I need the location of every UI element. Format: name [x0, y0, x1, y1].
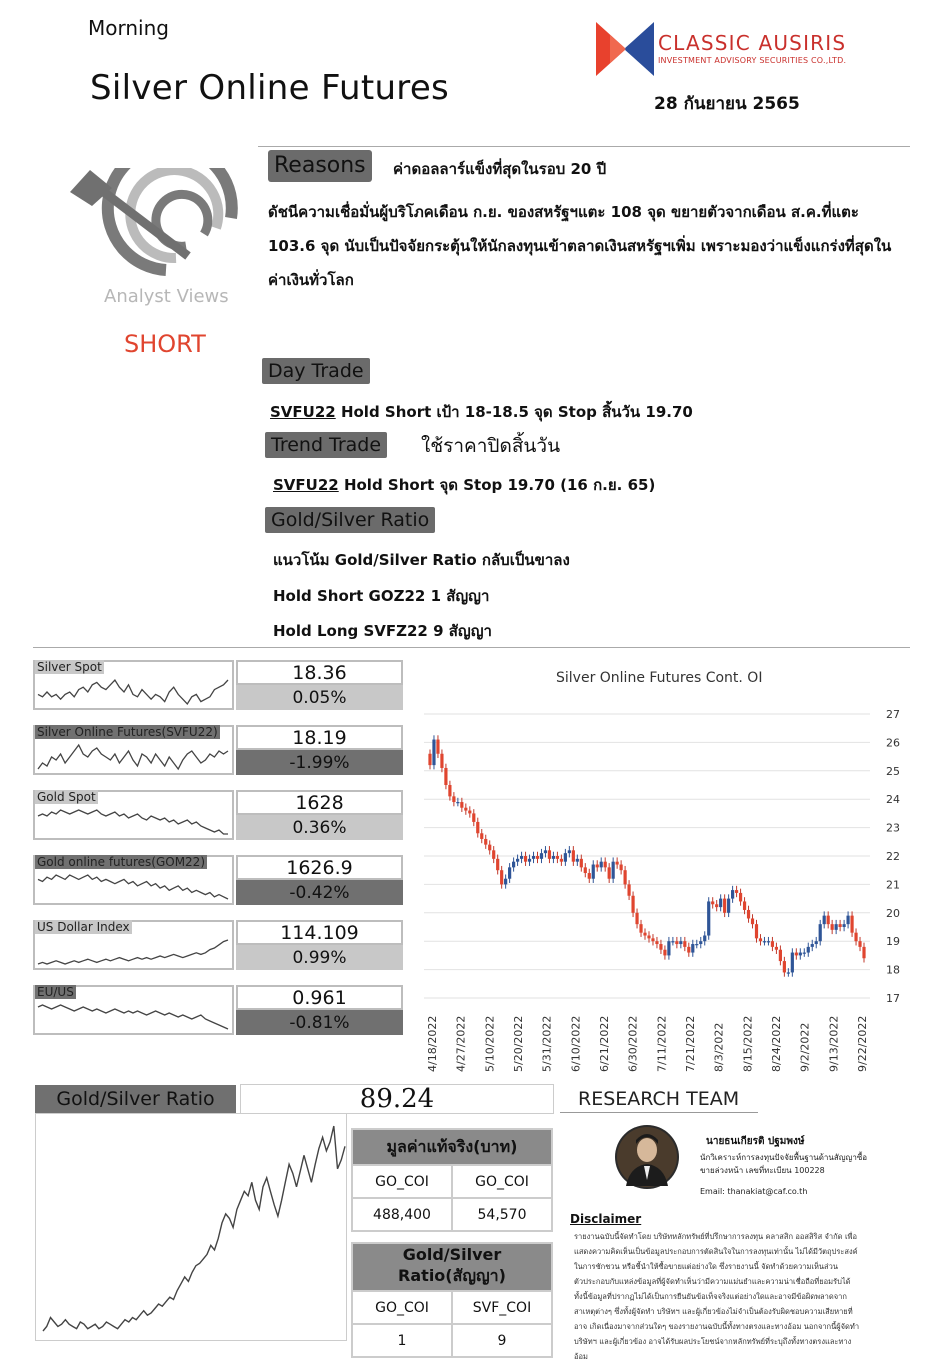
- candle: [480, 833, 483, 839]
- trend-trade-symbol: SVFU22: [273, 476, 339, 494]
- candle: [488, 845, 491, 851]
- candle: [651, 938, 654, 941]
- trend-trade-text: Hold Short จุด Stop 19.70 (16 ก.ย. 65): [338, 476, 656, 494]
- market-label: Silver Online Futures(SVFU22): [37, 725, 218, 739]
- market-label: Gold Spot: [37, 790, 96, 804]
- market-change: 0.05%: [236, 685, 403, 710]
- fair-value-col-2: GO_COI: [452, 1165, 552, 1198]
- candle: [472, 813, 475, 822]
- candle: [612, 862, 615, 879]
- y-tick-label: 20: [886, 906, 900, 920]
- sparkline-path: [38, 745, 228, 769]
- divider: [33, 647, 910, 648]
- candle: [460, 802, 463, 808]
- disclaimer-title: Disclaimer: [570, 1212, 642, 1226]
- candle: [747, 910, 750, 919]
- candle: [779, 950, 782, 961]
- candle: [743, 901, 746, 910]
- contract-ratio-col-1: GO_COI: [352, 1291, 452, 1324]
- candle: [540, 853, 543, 859]
- candle: [691, 944, 694, 953]
- candle: [484, 839, 487, 845]
- candle: [803, 953, 806, 954]
- candle: [456, 802, 459, 803]
- candle: [476, 822, 479, 833]
- candle: [639, 924, 642, 933]
- stance-label: SHORT: [124, 330, 206, 358]
- fair-value-table: [351, 1128, 553, 1232]
- x-tick-label: 9/22/2022: [856, 1015, 869, 1072]
- candle: [500, 870, 503, 884]
- candle: [667, 941, 670, 955]
- candle: [727, 899, 730, 913]
- candle: [811, 944, 814, 947]
- candle: [703, 936, 706, 942]
- y-tick-label: 19: [886, 935, 900, 949]
- candle: [823, 916, 826, 925]
- candle: [755, 924, 758, 938]
- x-tick-label: 4/18/2022: [426, 1015, 439, 1072]
- candle: [528, 859, 531, 862]
- candle: [843, 924, 846, 927]
- contract-ratio-header: Gold/Silver Ratio(สัญญา): [352, 1243, 552, 1291]
- candle: [627, 884, 630, 895]
- gs-ratio-line-1: แนวโน้ม Gold/Silver Ratio กลับเป็นขาลง: [273, 551, 570, 569]
- ratio-sparkline: [35, 1113, 347, 1341]
- report-date: 28 กันยายน 2565: [654, 94, 800, 114]
- candle: [675, 941, 678, 944]
- y-tick-label: 21: [886, 878, 900, 892]
- x-tick-label: 9/2/2022: [798, 1022, 812, 1072]
- sparkline-path: [38, 680, 228, 704]
- sparkline-path: [38, 940, 228, 964]
- candle: [544, 850, 547, 853]
- analyst-email: Email: thanakiat@caf.co.th: [700, 1187, 808, 1196]
- candle: [452, 796, 455, 802]
- candle: [468, 811, 471, 814]
- company-logo-icon: [596, 22, 654, 76]
- x-tick-label: 4/27/2022: [454, 1015, 468, 1072]
- avatar: [614, 1124, 680, 1190]
- candle: [580, 859, 583, 868]
- candle: [655, 941, 658, 944]
- company-name: CLASSIC AUSIRIS: [658, 31, 847, 55]
- candle: [751, 918, 754, 924]
- candle: [711, 901, 714, 904]
- fair-value-col-1: GO_COI: [352, 1165, 452, 1198]
- candle: [508, 867, 511, 878]
- trend-trade-note: ใช้ราคาปิดสิ้นวัน: [421, 435, 561, 457]
- y-tick-label: 22: [886, 850, 900, 863]
- candle: [631, 896, 634, 913]
- candle: [771, 941, 774, 947]
- candle: [835, 924, 838, 930]
- reasons-body: ดัชนีความเชื่อมั่นผู้บริโภคเดือน ก.ย. ของสหรัฐฯแตะ 108 จุด ขยายตัวจากเดือน ส.ค.ที่แตะ 103.6 จุด นับเป็นปัจจัยกระตุ้นให้นักลงทุนเข้าตลาดเงินสหรัฐฯเพิ่ม เพราะมองว่าแข็งแกร่งที่สุดในค่าเงินทั่วโลก: [268, 203, 892, 289]
- sparkline-path: [38, 1005, 228, 1029]
- x-tick-label: 5/31/2022: [540, 1015, 554, 1072]
- candle: [604, 862, 607, 868]
- page-title: Silver Online Futures: [90, 68, 450, 108]
- candle: [715, 904, 718, 907]
- ratio-label: Gold/Silver Ratio: [35, 1085, 236, 1113]
- candle: [763, 941, 766, 942]
- candle: [791, 953, 794, 973]
- candle: [556, 856, 559, 859]
- candle: [532, 856, 535, 859]
- company-subtitle: INVESTMENT ADVISORY SECURITIES CO.,LTD.: [658, 56, 847, 65]
- day-trade-symbol: SVFU22: [270, 403, 336, 421]
- candle: [767, 941, 770, 942]
- candle: [576, 859, 579, 862]
- fair-value-header: มูลค่าแท้จริง(บาท): [352, 1129, 552, 1165]
- divider: [560, 1112, 758, 1113]
- candle: [846, 916, 849, 925]
- market-price: 1626.9: [236, 855, 403, 880]
- candle: [787, 972, 790, 973]
- x-tick-label: 5/20/2022: [512, 1015, 525, 1072]
- candle: [659, 944, 662, 950]
- x-tick-label: 7/11/2022: [655, 1015, 669, 1072]
- market-row: [33, 920, 403, 972]
- candle: [444, 768, 447, 785]
- candle: [850, 916, 853, 933]
- x-tick-label: 8/3/2022: [712, 1022, 726, 1072]
- candle: [608, 867, 611, 878]
- market-label: EU/US: [37, 985, 74, 999]
- analyst-views-label: Analyst Views: [104, 286, 229, 307]
- candle: [695, 944, 698, 945]
- candle: [548, 850, 551, 859]
- x-tick-label: 7/21/2022: [684, 1015, 697, 1072]
- candle: [647, 936, 650, 939]
- candle: [839, 924, 842, 927]
- y-tick-label: 23: [886, 821, 900, 835]
- contract-ratio-table: [351, 1242, 553, 1358]
- reasons-tag: Reasons: [268, 150, 372, 182]
- candle: [719, 899, 722, 908]
- x-tick-label: 9/13/2022: [827, 1015, 841, 1072]
- target-arrow-icon: [66, 168, 242, 280]
- candle: [616, 862, 619, 865]
- x-tick-label: 6/30/2022: [626, 1015, 640, 1072]
- market-change: 0.36%: [236, 815, 403, 840]
- candle: [635, 913, 638, 924]
- y-tick-label: 26: [886, 736, 900, 750]
- fair-value-val-1: 488,400: [352, 1198, 452, 1231]
- candle: [707, 901, 710, 935]
- candle: [448, 785, 451, 796]
- market-change: -0.42%: [236, 880, 403, 905]
- market-row: [33, 790, 403, 842]
- market-change: 0.99%: [236, 945, 403, 970]
- gs-ratio-line-3: Hold Long SVFZ22 9 สัญญา: [273, 622, 492, 640]
- candle: [862, 947, 865, 958]
- contract-ratio-col-2: SVF_COI: [452, 1291, 552, 1324]
- candle: [815, 941, 818, 944]
- candle: [854, 933, 857, 942]
- market-price: 0.961: [236, 985, 403, 1010]
- session-label: Morning: [88, 16, 169, 40]
- candle: [699, 941, 702, 944]
- y-tick-label: 18: [886, 963, 900, 977]
- candle: [512, 862, 515, 868]
- candle: [683, 941, 686, 947]
- day-trade-text: Hold Short เป้า 18-18.5 จุด Stop สิ้นวัน 19.70: [335, 403, 693, 421]
- analyst-role-line: ขายล่วงหน้า เลขที่ทะเบียน 100228: [700, 1166, 825, 1175]
- oi-chart-title: Silver Online Futures Cont. OI: [556, 670, 763, 686]
- trend-trade-line: [273, 473, 655, 497]
- contract-ratio-val-1: 1: [352, 1324, 452, 1357]
- candle: [504, 879, 507, 885]
- candle: [552, 856, 555, 859]
- candle: [536, 856, 539, 859]
- candle: [428, 754, 431, 765]
- analyst-role: [700, 1151, 867, 1198]
- candle: [671, 941, 674, 942]
- candle: [663, 950, 666, 956]
- market-row: [33, 855, 403, 907]
- candle: [624, 870, 627, 884]
- candle: [759, 938, 762, 941]
- candle: [584, 867, 587, 873]
- analyst-name: นายธนเกียรติ ปฐมพงษ์: [706, 1136, 805, 1147]
- market-price: 1628: [236, 790, 403, 815]
- candle: [492, 850, 495, 859]
- research-team-title: RESEARCH TEAM: [578, 1088, 740, 1110]
- oi-candlestick-chart: [418, 700, 918, 1080]
- fair-value-val-2: 54,570: [452, 1198, 552, 1231]
- candle: [807, 947, 810, 953]
- candle: [572, 850, 575, 861]
- market-label: US Dollar Index: [37, 920, 130, 934]
- candle: [643, 933, 646, 936]
- gs-ratio-tag: Gold/Silver Ratio: [265, 507, 435, 533]
- candle: [564, 853, 567, 862]
- market-label: Gold online futures(GOM22): [37, 855, 205, 869]
- candle: [731, 890, 734, 899]
- x-tick-label: 8/24/2022: [770, 1015, 783, 1072]
- candle: [831, 924, 834, 930]
- candle: [679, 941, 682, 944]
- candle: [568, 850, 571, 853]
- x-tick-label: 6/21/2022: [598, 1015, 611, 1072]
- candle: [432, 740, 435, 766]
- market-change: -0.81%: [236, 1010, 403, 1035]
- day-trade-line: [270, 400, 693, 424]
- candle: [620, 865, 623, 871]
- sparkline-path: [38, 810, 228, 834]
- candle: [520, 856, 523, 859]
- market-price: 18.36: [236, 660, 403, 685]
- candle: [560, 859, 563, 862]
- market-label: Silver Spot: [37, 660, 102, 674]
- market-price: 114.109: [236, 920, 403, 945]
- candle: [735, 890, 738, 893]
- candle: [516, 859, 519, 862]
- candle: [819, 924, 822, 941]
- candle: [799, 953, 802, 956]
- disclaimer-text: รายงานฉบับนี้จัดทำโดย บริษัทหลักทรัพย์ที่ปรึกษาการลงทุน คลาสสิก ออสสิริส จำกัด เพื่อแสดงความคิดเห็นเป็นข้อมูลประกอบการตัดสินใจในการลงทุนเท่านั้น ไม่ได้มีวัตถุประสงค์ในการชักชวน หรือชี้นำให้ซื้อขายแต่อย่างใด ซึ่งรายงานนี้ จัดทำด้วยความเห็นส่วนตัวประกอบกับแหล่งข้อมูลที่ผู้จัดทำเห็นว่ามีความแม่นยำและความน่าเชื่อถือที่ยอมรับได้ ทั้งนี้ข้อมูลที่ปรากฏไม่ได้เป็นการยืนยันข้อเท็จจริงแต่อย่างใดและอาจมีข้อผิดพลาดจากสาเหตุต่างๆ ซึ่งทั้งผู้จัดทำ บริษัทฯ และผู้เกี่ยวข้องไม่จำเป็นต้องรับผิดชอบความเสียหายที่อาจ เกิดเนื่องมาจากส่วนใดๆ ของรายงานฉบับนี้ทั้งทางตรงและทางอ้อม นอกจากนี้ผู้จัดทำ บริษัทฯ และผู้เกี่ยวข้อง อาจได้รับผลประโยชน์จากหลักทรัพย์ที่ระบุถึงทั้งทางตรงและทางอ้อม: [574, 1232, 860, 1361]
- candle: [783, 961, 786, 972]
- candle: [739, 893, 742, 902]
- candle: [596, 865, 599, 868]
- x-tick-label: 8/15/2022: [741, 1015, 755, 1072]
- candle: [858, 941, 861, 947]
- candle: [795, 953, 798, 956]
- trend-trade-tag: Trend Trade: [265, 432, 387, 458]
- candle: [436, 740, 439, 754]
- market-row: [33, 985, 403, 1037]
- market-change: -1.99%: [236, 750, 403, 775]
- candle: [496, 859, 499, 870]
- ratio-value: 89.24: [240, 1084, 554, 1114]
- candle: [723, 899, 726, 913]
- candle: [588, 873, 591, 879]
- candle: [687, 947, 690, 953]
- gs-ratio-line-2: Hold Short GOZ22 1 สัญญา: [273, 587, 490, 605]
- day-trade-tag: Day Trade: [262, 358, 370, 384]
- x-tick-label: 5/10/2022: [483, 1015, 497, 1072]
- candle: [592, 865, 595, 879]
- sparkline-path: [38, 875, 228, 899]
- analyst-role-line: นักวิเคราะห์การลงทุนปัจจัยพื้นฐานด้านสัญญาซื้อ: [700, 1153, 868, 1162]
- y-tick-label: 25: [886, 764, 900, 778]
- contract-ratio-val-2: 9: [452, 1324, 552, 1357]
- candle: [775, 947, 778, 950]
- candle: [464, 808, 467, 811]
- market-price: 18.19: [236, 725, 403, 750]
- y-tick-label: 17: [886, 992, 900, 1005]
- divider: [258, 146, 910, 147]
- x-tick-label: 6/10/2022: [569, 1015, 583, 1072]
- reasons-headline: ค่าดอลลาร์แข็งที่สุดในรอบ 20 ปี: [393, 160, 607, 178]
- y-tick-label: 27: [886, 708, 900, 721]
- candle: [600, 862, 603, 868]
- candle: [524, 856, 527, 862]
- market-row: [33, 725, 403, 777]
- candle: [827, 916, 830, 925]
- candle: [440, 754, 443, 768]
- y-tick-label: 24: [886, 793, 900, 807]
- market-row: [33, 660, 403, 712]
